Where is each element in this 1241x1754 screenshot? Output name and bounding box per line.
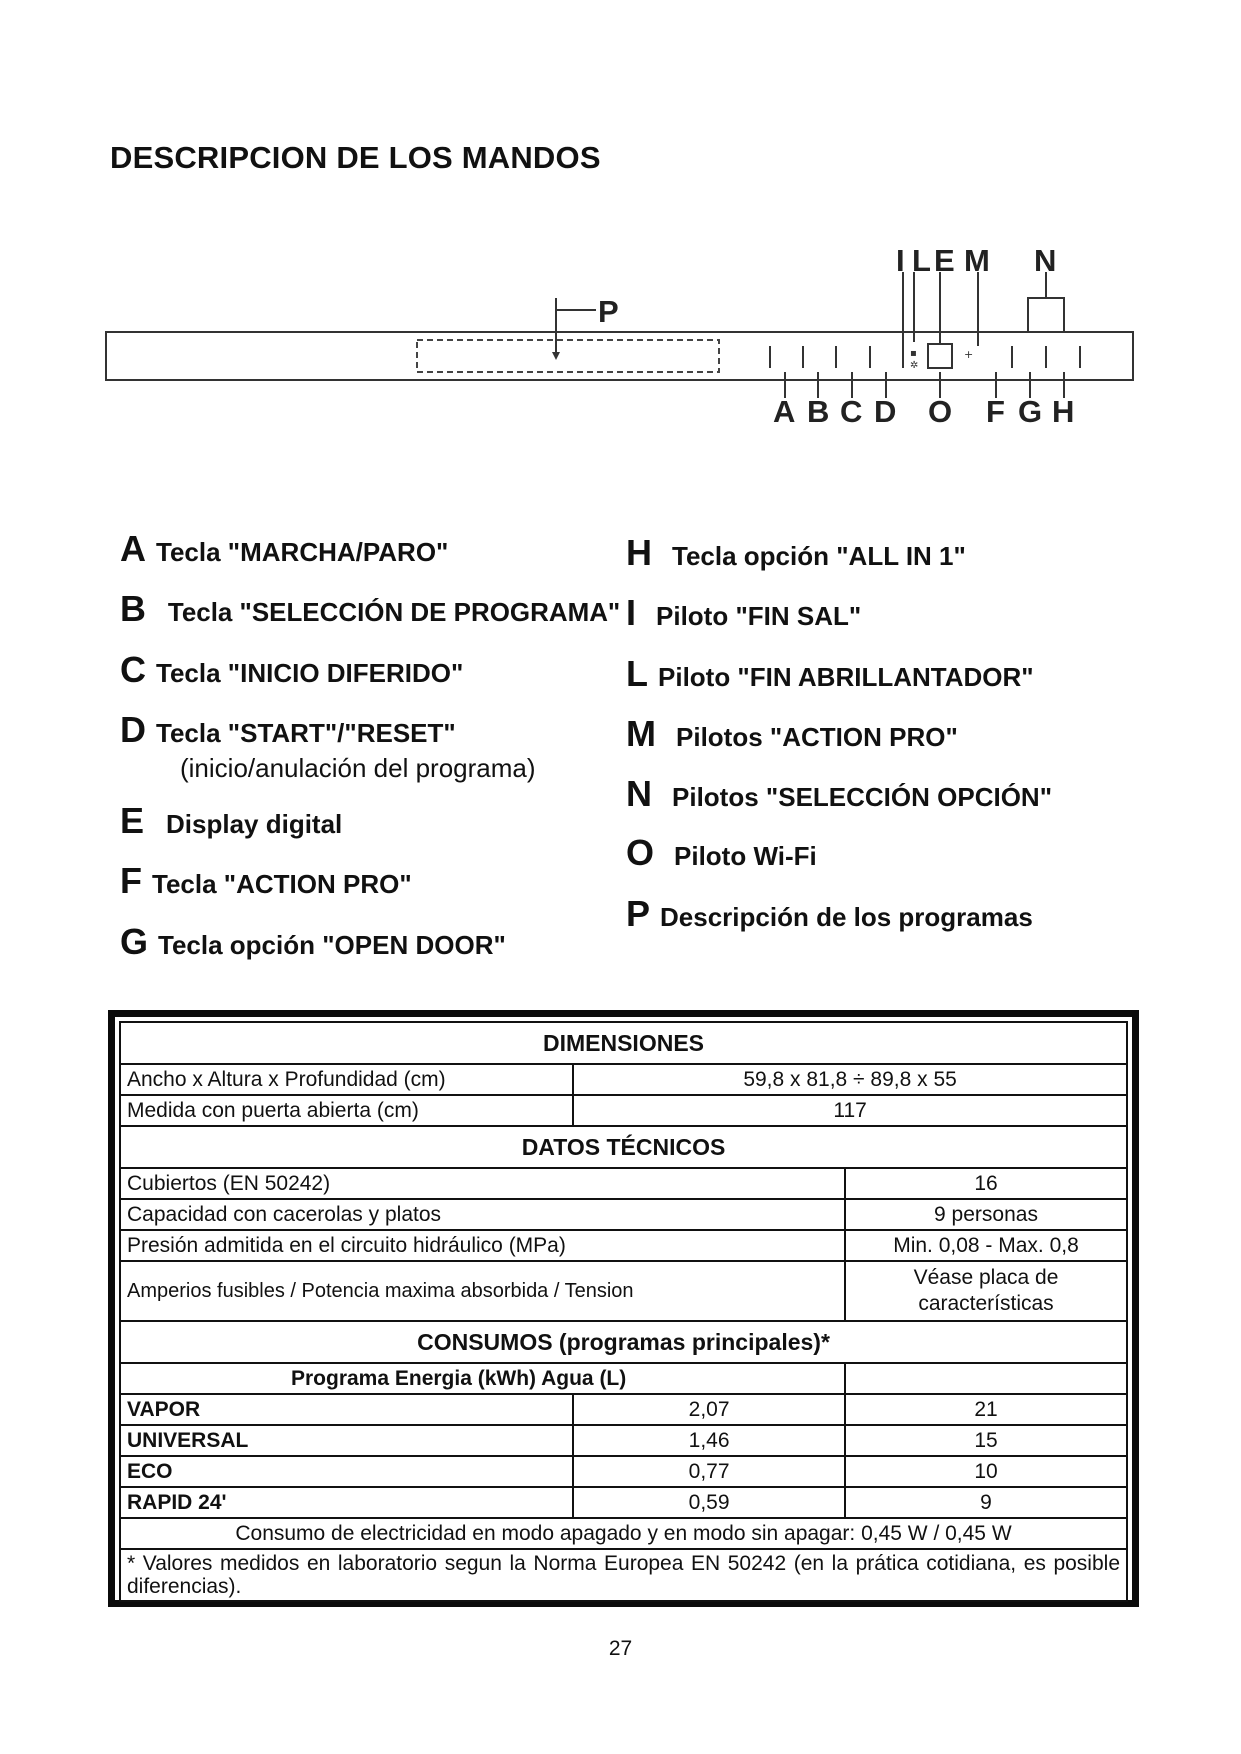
legend-item-h: H Tecla opción "ALL IN 1" bbox=[626, 532, 966, 573]
legend-item-g: G Tecla opción "OPEN DOOR" bbox=[120, 921, 506, 962]
label-p: P bbox=[598, 294, 619, 329]
table-row bbox=[120, 1487, 1127, 1518]
programa: VAPOR bbox=[120, 1394, 573, 1425]
footnote: * Valores medidos en laboratorio segun la Norma Europea EN 50242 (en la prática cotidiana, es posible diferencias). bbox=[120, 1549, 1127, 1601]
row-label: Ancho x Altura x Profundidad (cm) bbox=[120, 1064, 573, 1095]
row-label: Presión admitida en el circuito hidráulico (MPa) bbox=[120, 1230, 845, 1261]
row-value: 16 bbox=[845, 1168, 1127, 1199]
table-row bbox=[120, 1425, 1127, 1456]
row-label: Amperios fusibles / Potencia maxima absorbida / Tension bbox=[120, 1261, 845, 1321]
label-f: F bbox=[986, 394, 1005, 429]
svg-text:▪: ▪ bbox=[910, 348, 917, 359]
label-m: M bbox=[964, 250, 990, 278]
legend-item-d-sub: (inicio/anulación del programa) bbox=[180, 753, 536, 783]
table-row bbox=[120, 1456, 1127, 1487]
row-value: 9 personas bbox=[845, 1199, 1127, 1230]
consumo-standby: Consumo de electricidad en modo apagado y en modo sin apagar: 0,45 W / 0,45 W bbox=[120, 1518, 1127, 1549]
row-label: Medida con puerta abierta (cm) bbox=[120, 1095, 573, 1126]
energia: 1,46 bbox=[573, 1425, 845, 1456]
legend-item-o: O Piloto Wi-Fi bbox=[626, 832, 817, 873]
table-row bbox=[120, 1230, 1127, 1261]
control-panel-diagram bbox=[0, 250, 1241, 440]
table-row bbox=[120, 1168, 1127, 1199]
legend-item-c: C Tecla "INICIO DIFERIDO" bbox=[120, 649, 464, 690]
consumos-header: Programa Energia (kWh) Agua (L) bbox=[120, 1363, 845, 1394]
legend-item-b: B Tecla "SELECCIÓN DE PROGRAMA" bbox=[120, 588, 621, 629]
svg-text:+: + bbox=[964, 348, 974, 361]
label-c: C bbox=[840, 394, 863, 429]
agua: 15 bbox=[845, 1425, 1127, 1456]
legend-item-m: M Pilotos "ACTION PRO" bbox=[626, 713, 958, 754]
agua: 9 bbox=[845, 1487, 1127, 1518]
spec-table bbox=[108, 1010, 1139, 1607]
label-e: E bbox=[934, 250, 955, 278]
programa: ECO bbox=[120, 1456, 573, 1487]
consumos-header-row bbox=[120, 1363, 1127, 1394]
table-row bbox=[120, 1199, 1127, 1230]
program-area bbox=[417, 340, 719, 372]
agua: 10 bbox=[845, 1456, 1127, 1487]
programa: RAPID 24' bbox=[120, 1487, 573, 1518]
label-o: O bbox=[928, 394, 953, 429]
label-b: B bbox=[807, 394, 830, 429]
row-value: 59,8 x 81,8 ÷ 89,8 x 55 bbox=[573, 1064, 1127, 1095]
energia: 0,59 bbox=[573, 1487, 845, 1518]
dimensiones-title: DIMENSIONES bbox=[120, 1022, 1127, 1064]
page-title: DESCRIPCION DE LOS MANDOS bbox=[110, 140, 601, 175]
row-value: Min. 0,08 - Max. 0,8 bbox=[845, 1230, 1127, 1261]
label-n: N bbox=[1034, 250, 1057, 278]
legend-item-n: N Pilotos "SELECCIÓN OPCIÓN" bbox=[626, 773, 1053, 814]
legend-item-l: L Piloto "FIN ABRILLANTADOR" bbox=[626, 653, 1034, 694]
agua: 21 bbox=[845, 1394, 1127, 1425]
svg-text:✲: ✲ bbox=[910, 360, 919, 371]
legend-item-d: D Tecla "START"/"RESET" (inicio/anulación del programa) bbox=[120, 709, 536, 783]
display-box bbox=[928, 344, 952, 368]
table-row bbox=[120, 1064, 1127, 1095]
note-row bbox=[120, 1549, 1127, 1601]
page-number: 27 bbox=[608, 1637, 633, 1660]
table-row bbox=[120, 1261, 1127, 1321]
legend-item-i: I Piloto "FIN SAL" bbox=[626, 592, 862, 633]
table-row bbox=[120, 1095, 1127, 1126]
energia: 2,07 bbox=[573, 1394, 845, 1425]
row-value: 117 bbox=[573, 1095, 1127, 1126]
standby-row bbox=[120, 1518, 1127, 1549]
legend-item-e: E Display digital bbox=[120, 800, 343, 841]
label-a: A bbox=[773, 394, 796, 429]
legend-item-a: A Tecla "MARCHA/PARO" bbox=[120, 528, 449, 569]
row-label: Capacidad con cacerolas y platos bbox=[120, 1199, 845, 1230]
label-g: G bbox=[1018, 394, 1043, 429]
row-label: Cubiertos (EN 50242) bbox=[120, 1168, 845, 1199]
label-i: I bbox=[896, 250, 905, 278]
legend-item-f: F Tecla "ACTION PRO" bbox=[120, 860, 412, 901]
row-value: Véase placa de características bbox=[845, 1261, 1127, 1321]
table-row bbox=[120, 1394, 1127, 1425]
label-h: H bbox=[1052, 394, 1075, 429]
label-d: D bbox=[874, 394, 897, 429]
energia: 0,77 bbox=[573, 1456, 845, 1487]
datos-title: DATOS TÉCNICOS bbox=[120, 1126, 1127, 1168]
consumos-title: CONSUMOS (programas principales)* bbox=[120, 1321, 1127, 1363]
label-l: L bbox=[912, 250, 931, 278]
programa: UNIVERSAL bbox=[120, 1425, 573, 1456]
legend-item-p: P Descripción de los programas bbox=[626, 893, 1033, 934]
